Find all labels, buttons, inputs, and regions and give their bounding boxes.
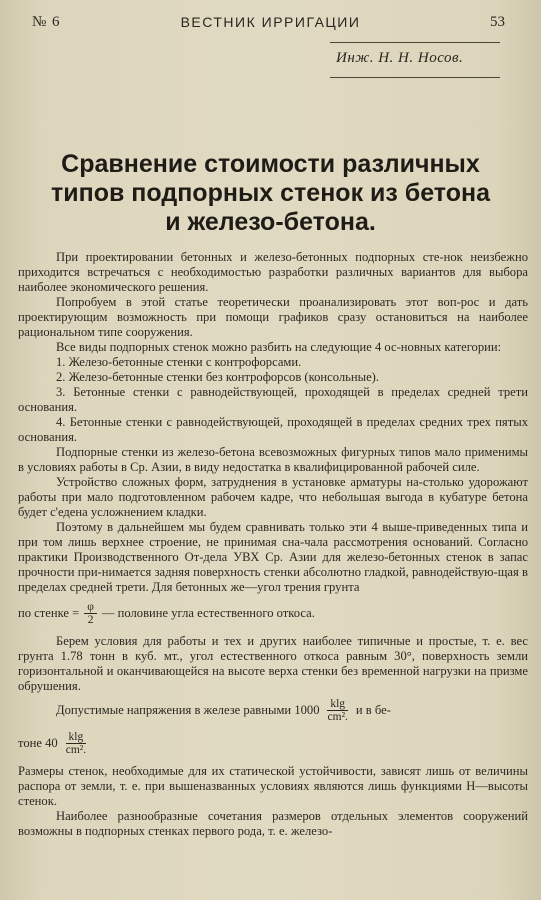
list-item: 2. Железо-бетонные стенки без контрофорсов (консольные). [56, 370, 380, 384]
paragraph: Берем условия для работы и тех и других наиболее типичные и простые, т. е. вес грунта 1.78 тонн в куб. мт., угол естественного откоса равным 30°, поверхность земли горизонтальной и оканчивающейся на высоте верха стенки без временной нагрузки на призме обрушения. [18, 634, 528, 693]
fraction [325, 698, 351, 723]
page-number: 53 [490, 14, 505, 30]
title-line: типов подпорных стенок из бетона [51, 179, 490, 207]
fraction-numerator: klg [66, 731, 87, 744]
journal-title: ВЕСТНИК ИРРИГАЦИИ [180, 14, 361, 30]
fraction-denominator: cm². [327, 711, 348, 723]
title-line: Сравнение стоимости различных [61, 150, 480, 178]
fraction [63, 731, 89, 756]
stress-formula-concrete [18, 731, 528, 756]
fraction-denominator: cm². [65, 744, 87, 756]
title-line: и железо-бетона. [165, 208, 376, 236]
formula-text: по стенке = [18, 606, 80, 620]
paragraph: Размеры стенок, необходимые для их статической устойчивости, зависят лишь от величины распора от земли, т. е. при вышеназванных условиях являются лишь функциями Н—высоты стенок. [18, 764, 528, 808]
paragraph: Все виды подпорных стенок можно разбить на следующие 4 ос-новных категории: [56, 340, 502, 354]
paragraph: При проектировании бетонных и железо-бетонных подпорных сте-нок неизбежно приходится встречаться с необходимостью разработки различных вариантов для выбора наиболее экономического решения. [18, 250, 528, 294]
article-body [18, 250, 528, 839]
running-header [0, 14, 541, 34]
paragraph: Подпорные стенки из железо-бетона всевозможных фигурных типов мало применимы в условиях работы в Ср. Азии, в виду недостатка в квалифицированной рабочей силе. [18, 445, 528, 474]
list-item: 4. Бетонные стенки с равнодействующей, проходящей в пределах средних трех пятых основания. [18, 415, 528, 444]
issue-number: № 6 [32, 14, 61, 30]
formula-text: Допустимые напряжения в железе равными 1000 [56, 703, 320, 717]
stress-formula-iron [18, 698, 528, 723]
formula-text: и в бе- [355, 703, 391, 717]
paragraph: Устройство сложных форм, затруднения в установке арматуры на-столько удорожают работы при мало подготовленном рабочем кадре, что небольшая выгода в кубатуре бетона будет с'едена усложнением кладки. [18, 475, 528, 519]
article-title [10, 150, 531, 237]
formula-text: тоне 40 [18, 736, 58, 750]
fraction-numerator: klg [327, 698, 348, 711]
formula-text: — половине угла естественного откоса. [101, 606, 315, 620]
list-item: 3. Бетонные стенки с равнодействующей, проходящей в пределах средней трети основания. [18, 385, 528, 414]
fraction-denominator: 2 [87, 614, 94, 626]
paragraph: Наиболее разнообразные сочетания размеров отдельных элементов сооружений возможны в подпорных стенках первого рода, т. е. железо- [18, 809, 528, 838]
fraction [84, 601, 97, 626]
list-item: 1. Железо-бетонные стенки с контрофорсами. [56, 355, 302, 369]
author: Инж. Н. Н. Носов. [336, 50, 464, 66]
paragraph: Поэтому в дальнейшем мы будем сравнивать только эти 4 выше-приведенных типа и при том лишь верхнее строение, не принимая сна-чала рассмотрения оснований. Согласно практики Производственного От-дела УВХ Ср. Азии для железо-бетонных стенок в запас прочности при-нимается задняя поверхность стенки абсолютно гладкой, равнодействую-щая в пределах средней трети. Для бетонных же—угол трения грунта [18, 520, 528, 594]
friction-formula [18, 601, 528, 626]
paragraph: Попробуем в этой статье теоретически проанализировать этот воп-рос и дать проектирующим возможность при помощи графиков сразу остановиться на наиболее рациональном типе сооружения. [18, 295, 528, 339]
fraction-numerator: φ [84, 601, 97, 614]
